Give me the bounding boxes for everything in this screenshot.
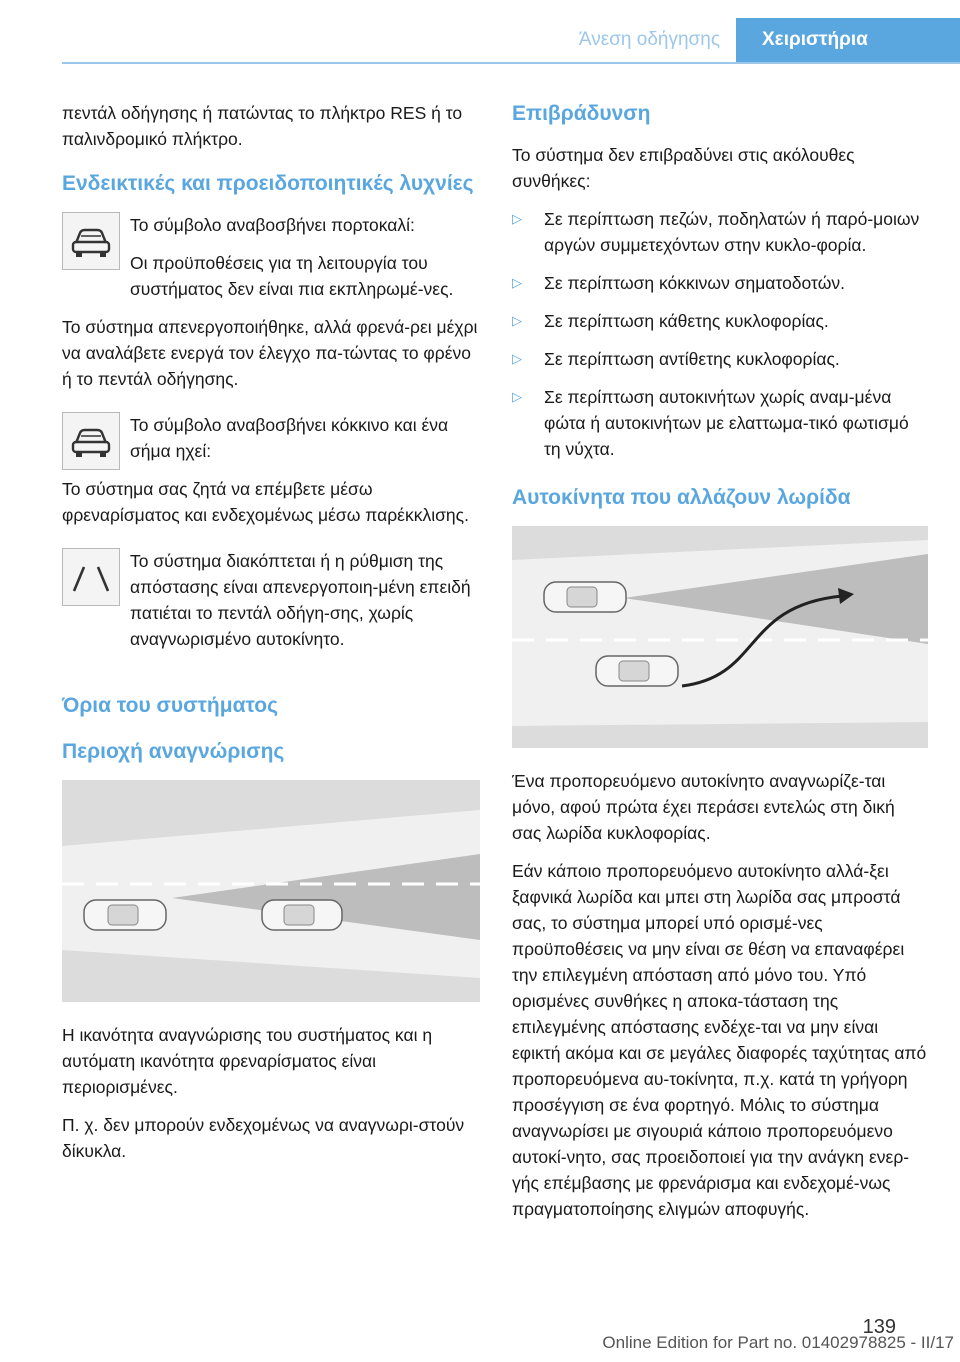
header-rule xyxy=(62,62,960,64)
intro-paragraph: πεντάλ οδήγησης ή πατώντας το πλήκτρο RES ή το παλινδρομικό πλήκτρο. xyxy=(62,103,463,149)
system-interrupted-text: Το σύστημα διακόπτεται ή η ρύθμιση της απόστασης είναι απενεργοποιη-μένη επειδή πατιέται το πεντάλ οδήγη-σης, χωρίς αναγνωρισμένο αυτοκίνητο. xyxy=(130,551,471,649)
list-item: ▷ Σε περίπτωση αυτοκινήτων χωρίς αναμ-μένα φώτα ή αυτοκινήτων με ελαττωμα-τικό φωτισμό τη νύχτα. xyxy=(512,384,928,462)
detection-limited-text: Η ικανότητα αναγνώρισης του συστήματος και η αυτόματη ικανότητα φρεναρίσματος είναι περιορισμένες. xyxy=(62,1025,433,1097)
bullet-triangle-icon: ▷ xyxy=(512,389,522,404)
header-chapter-tab: Χειριστήρια xyxy=(736,18,960,62)
page-header xyxy=(0,18,960,62)
preconditions-text: Οι προϋποθέσεις για τη λειτουργία του συστήματος δεν είναι πια εκπληρωμέ-νες. xyxy=(130,253,454,299)
heading-lane-change: Αυτοκίνητα που αλλάζουν λωρίδα xyxy=(512,486,851,509)
intervene-text: Το σύστημα σας ζητά να επέμβετε μέσω φρεναρίσματος και ενδεχομένως μέσω παρέκκλισης. xyxy=(62,479,469,525)
lane-change-figure xyxy=(512,526,928,748)
list-item: ▷ Σε περίπτωση κάθετης κυκλοφορίας. xyxy=(512,308,928,334)
bullet-triangle-icon: ▷ xyxy=(512,275,522,290)
red-symbol-text: Το σύμβολο αναβοσβήνει κόκκινο και ένα σήμα ηχεί: xyxy=(130,415,449,461)
lane-change-detect-text: Ένα προπορευόμενο αυτοκίνητο αναγνωρίζε-ται μόνο, αφού πρώτα έχει περάσει εντελώς στη δική σας λωρίδα κυκλοφορίας. xyxy=(512,771,895,843)
car-warning-icon xyxy=(62,412,120,470)
list-item: ▷ Σε περίπτωση αντίθετης κυκλοφορίας. xyxy=(512,346,928,372)
vehicle xyxy=(262,900,342,930)
list-item: ▷ Σε περίπτωση πεζών, ποδηλατών ή παρό-μοιων αργών συμμετεχόντων στην κυκλο-φορία. xyxy=(512,206,928,258)
indicator-lane-block xyxy=(62,548,480,664)
list-item: ▷ Σε περίπτωση κόκκινων σηματοδοτών. xyxy=(512,270,928,296)
indicator-red-block xyxy=(62,412,480,476)
detection-range-figure xyxy=(62,780,480,1002)
heading-deceleration: Επιβράδυνση xyxy=(512,102,651,125)
two-wheelers-text: Π. χ. δεν μπορούν ενδεχομένως να αναγνωρι-στούν δίκυκλα. xyxy=(62,1115,465,1161)
bullet-triangle-icon: ▷ xyxy=(512,351,522,366)
vehicle xyxy=(544,582,626,612)
lane-lines-icon xyxy=(62,548,120,606)
orange-symbol-text: Το σύμβολο αναβοσβήνει πορτοκαλί: xyxy=(130,215,415,235)
bullet-triangle-icon: ▷ xyxy=(512,211,522,226)
system-deactivated-text: Το σύστημα απενεργοποιήθηκε, αλλά φρενά-ρει μέχρι να αναλάβετε ενεργά τον έλεγχο πα-τώντας το φρένο ή το πεντάλ οδήγησης. xyxy=(62,317,478,389)
footer-edition: Online Edition for Part no. 01402978825 - II/17 xyxy=(602,1333,954,1352)
lane-change-warning-text: Εάν κάποιο προπορευόμενο αυτοκίνητο αλλά-ξει ξαφνικά λωρίδα και μπει στη λωρίδα σας μπροστά σας, το σύστημα μπορεί υπό ορισμέ-νες προϋποθέσεις να μην είναι σε θέση να επαναφέρει την επιλεγμένη απόσταση από μόνο του. Υπό ορισμένες συνθήκες η αποκα-τάσταση της επιλεγμένης απόστασης ενδέχε-ται να μην είναι εφικτή ακόμα και σε μεγάλες διαφορές ταχύτητας από προπορευόμενα αυ-τοκίνητα, π.χ. κατά τη γρήγορη προσέγγιση σε ένα φορτηγό. Μόλις το σύστημα αναγνωρίσει με σιγουριά κάποιο προπορευόμενο αυτοκί-νητο, σας προειδοποιεί για την ανάγκη ενερ-γής επέμβασης με φρενάρισμα και ενδεχομέ-νως πραγματοποίησης ελιγμών αποφυγής. xyxy=(512,861,927,1219)
header-section-title: Άνεση οδήγησης xyxy=(578,29,720,50)
indicator-orange-block xyxy=(62,212,480,314)
deceleration-intro: Το σύστημα δεν επιβραδύνει στις ακόλουθες συνθήκες: xyxy=(512,145,855,191)
heading-detection-range: Περιοχή αναγνώρισης xyxy=(62,740,285,763)
page-number: 139 xyxy=(862,1316,896,1338)
heading-system-limits: Όρια του συστήματος xyxy=(62,694,279,717)
left-column xyxy=(62,100,480,1176)
vehicle xyxy=(84,900,166,930)
car-warning-icon xyxy=(62,212,120,270)
bullet-triangle-icon: ▷ xyxy=(512,313,522,328)
vehicle xyxy=(596,656,678,686)
right-column xyxy=(512,100,928,1234)
heading-warning-lamps: Ενδεικτικές και προειδοποιητικές λυχνίες xyxy=(62,172,474,195)
deceleration-conditions-list xyxy=(512,206,928,462)
